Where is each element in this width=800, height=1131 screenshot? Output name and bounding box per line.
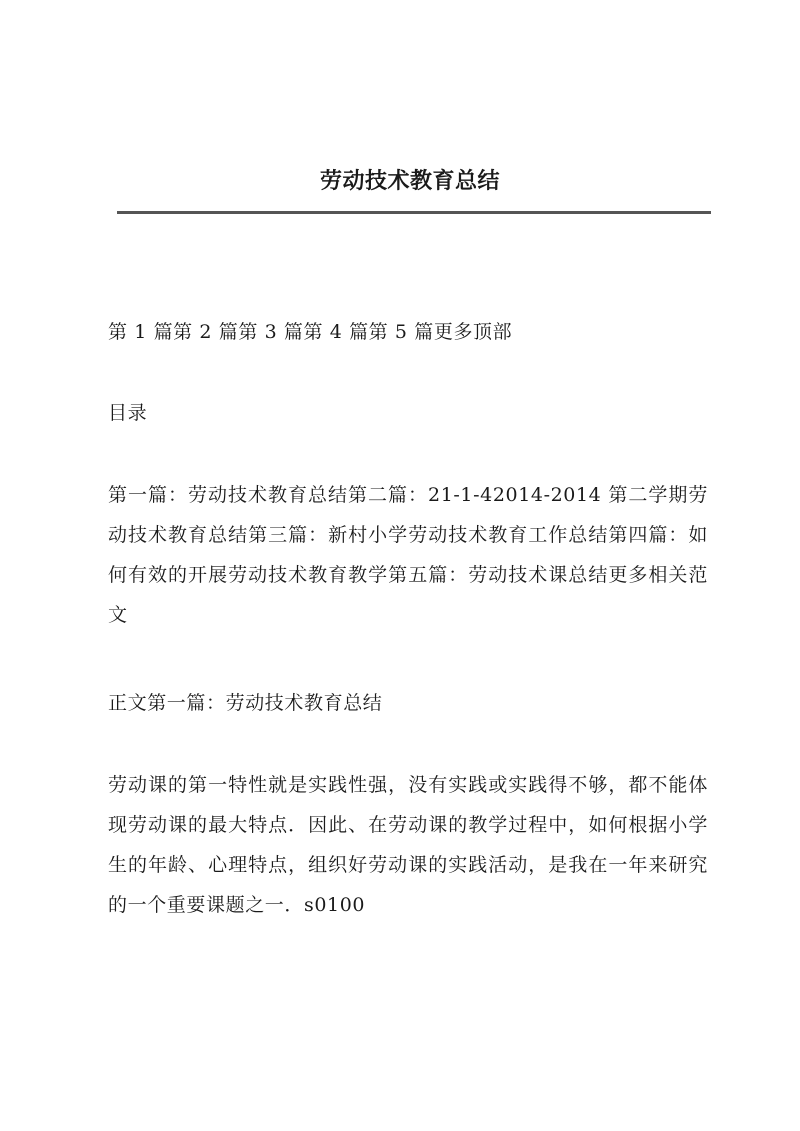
chapter-navigation-links[interactable]: 第 1 篇第 2 篇第 3 篇第 4 篇第 5 篇更多顶部 [108,321,513,343]
table-of-contents-heading: 目录 [108,402,148,424]
section-heading: 正文第一篇：劳动技术教育总结 [108,692,383,714]
document-title: 劳动技术教育总结 [319,168,500,194]
table-of-contents-text: 第一篇：劳动技术教育总结第二篇：21-1-42014-2014 第二学期劳动技术教育总结第三篇：新村小学劳动技术教育工作总结第四篇：如何有效的开展劳动技术教育教学第五篇：劳动技术课总结更多相关范文 [108,484,708,626]
title-divider [117,211,711,214]
body-paragraph: 劳动课的第一特性就是实践性强，没有实践或实践得不够，都不能体现劳动课的最大特点．因此、在劳动课的教学过程中，如何根据小学生的年龄、心理特点，组织好劳动课的实践活动，是我在一年来研究的一个重要课题之一．s0100 [108,774,708,916]
